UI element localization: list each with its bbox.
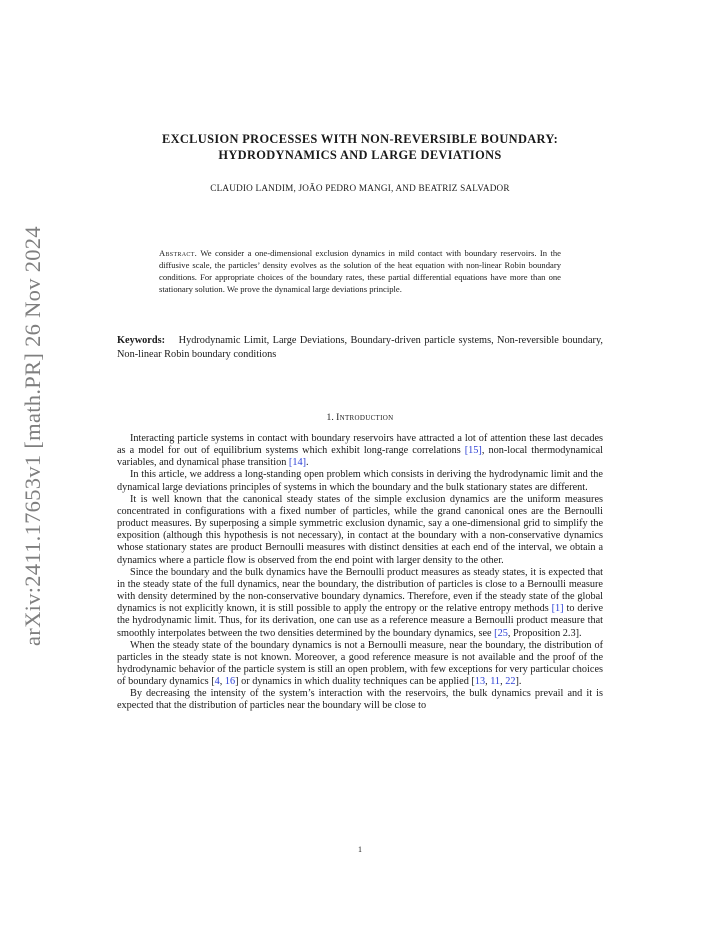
paragraph-2: In this article, we address a long-standing open problem which consists in deriving the hydrodynamic limit and the dynamical large deviations principles of systems in which the boundary and the bulk stationary states are different.	[117, 469, 603, 493]
paragraph-6: By decreasing the intensity of the system’s interaction with the reservoirs, the bulk dynamics prevail and it is expected that the distribution of particles near the boundary will be close to	[117, 688, 603, 712]
arxiv-identifier-stamp: arXiv:2411.17653v1 [math.PR] 26 Nov 2024	[20, 226, 45, 646]
paragraph-text: to derive the hydrodynamic limit. Thus, for its derivation, one can use as a reference measure a Bernoulli product measure that smoothly interpolates between the two densities determined by the boundary dynamics, see	[117, 603, 603, 639]
citation-link[interactable]: 16	[224, 676, 236, 688]
paragraph-4	[117, 567, 603, 640]
paragraph-text: ].	[515, 676, 522, 688]
author-list: CLAUDIO LANDIM, JOÃO PEDRO MANGI, AND BEATRIZ SALVADOR	[210, 183, 510, 193]
paragraph-5	[117, 640, 603, 689]
paragraph-3: It is well known that the canonical steady states of the simple exclusion dynamics are the uniform measures concentrated in configurations with a fixed number of particles, while the grand canonical ones are the Bernoulli product measures. By superposing a simple symmetric exclusion dynamic, say a one-dimensional grid to simplify the exposition (although this hypothesis is not necessary), in contact at the boundary with a non-conservative dynamics whose stationary states are product Bernoulli measures with distinct densities at each end of the interval, we obtain a dynamics where a particle flow is observed from the end point with larger density to the other.	[117, 493, 603, 566]
citation-link[interactable]: [14]	[288, 457, 306, 469]
citation-separator: ,	[500, 676, 506, 688]
citation-separator: ,	[485, 676, 491, 688]
page-number: 1	[358, 845, 362, 854]
citation-link[interactable]: 22	[505, 676, 516, 688]
paragraph-text: ] or dynamics in which duality techniques can be applied [	[235, 676, 475, 688]
title-line-1: EXCLUSION PROCESSES WITH NON-REVERSIBLE BOUNDARY:	[161, 132, 559, 146]
keywords	[117, 334, 603, 362]
citation-link[interactable]: 11	[490, 676, 501, 688]
title-line-2: HYDRODYNAMICS AND LARGE DEVIATIONS	[218, 148, 502, 162]
abstract-text: We consider a one-dimensional exclusion dynamics in mild contact with boundary reservoirs. In the diffusive scale, the particles’ density evolves as the solution of the heat equation with non-linear Robin boundary conditions. For appropriate choices of the boundary rates, these partial differential equations have more than one stationary solution. We prove the dynamical large deviations principle.	[159, 248, 561, 295]
paragraph-text: Interacting particle systems in contact with boundary reservoirs have attracted a lot of attention these last decades as a model for out of equilibrium systems which exhibit long-range correlations	[117, 433, 603, 457]
section-title-text: Introduction	[336, 412, 394, 423]
paragraph-text: Since the boundary and the bulk dynamics have the Bernoulli product measures as steady states, it is expected that in the steady state of the full dynamics, near the boundary, the distribution of particles is close to a Bernoulli measure with density determined by the non-conservative boundary dynamics. Therefore, even if the steady state of the global dynamics is not explicitly known, it is still possible to apply the entropy or the relative entropy methods	[117, 566, 603, 615]
citation-link[interactable]: [1]	[551, 603, 564, 615]
section-heading	[117, 412, 603, 423]
paper-title	[117, 131, 603, 163]
citation-link[interactable]: [15]	[464, 445, 482, 457]
paragraph-text: , Proposition 2.3].	[507, 627, 582, 639]
section-number: 1.	[326, 412, 334, 423]
citation-separator: ,	[219, 676, 225, 688]
citation-link[interactable]: 4	[214, 676, 220, 688]
paragraph-1	[117, 433, 603, 469]
paragraph-text: .	[306, 457, 309, 469]
abstract	[159, 247, 561, 295]
paragraph-text: , non-local thermodynamical variables, and dynamical phase transition	[117, 445, 603, 469]
keywords-text: Hydrodynamic Limit, Large Deviations, Boundary-driven particle systems, Non-reversible boundary, Non-linear Robin boundary conditions	[117, 335, 603, 360]
body-text	[117, 433, 603, 713]
paragraph-text: When the steady state of the boundary dynamics is not a Bernoulli measure, near the boundary, the distribution of particles in the steady state is not known. Moreover, a good reference measure is not available and the proof of the hydrodynamic behavior of the particle system is still an open problem, with few exceptions for very particular choices of boundary dynamics [	[117, 639, 603, 688]
citation-link[interactable]: 13	[474, 676, 486, 688]
abstract-heading: Abstract.	[159, 248, 198, 258]
keywords-label: Keywords:	[117, 335, 166, 346]
citation-link[interactable]: [25	[494, 627, 508, 639]
